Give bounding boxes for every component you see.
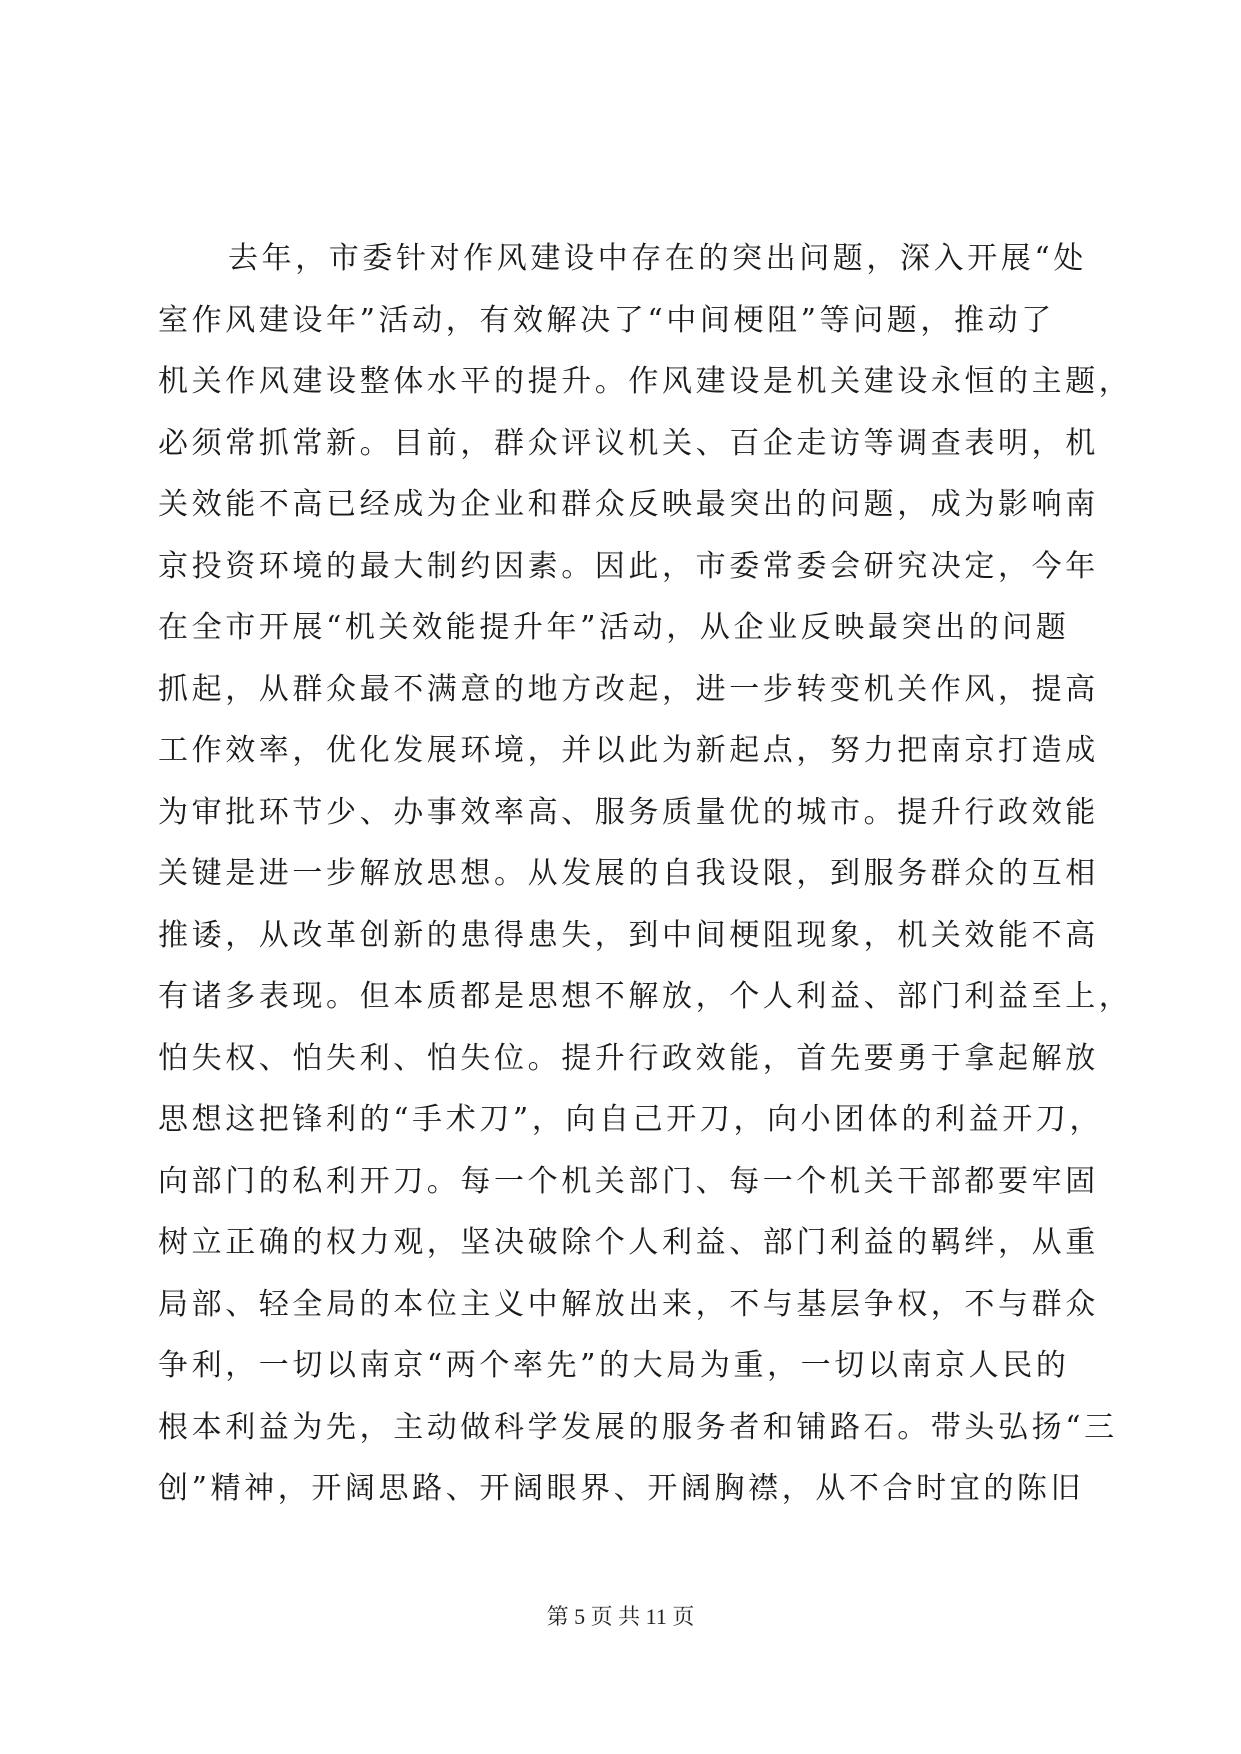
text-line: 向部门的私利开刀。每一个机关部门、每一个机关干部都要牢固: [158, 1163, 1099, 1199]
text-line: 抓起，从群众最不满意的地方改起，进一步转变机关作风，提高: [158, 671, 1099, 707]
text-line: 机关作风建设整体水平的提升。作风建设是机关建设永恒的主题，: [158, 364, 1133, 399]
text-line: 京投资环境的最大制约因素。因此，市委常委会研究决定，今年: [158, 548, 1099, 584]
text-line: 去年，市委针对作风建设中存在的突出问题，深入开展“处: [228, 241, 1087, 276]
text-line: 工作效率，优化发展环境，并以此为新起点，努力把南京打造成: [158, 733, 1099, 768]
body-paragraph: [158, 228, 1133, 1520]
text-line: 室作风建设年”活动，有效解决了“中间梗阻”等问题，推动了: [158, 302, 1055, 338]
text-line: 必须常抓常新。目前，群众评议机关、百企走访等调查表明，机: [158, 425, 1099, 461]
text-line: 思想这把锋利的“手术刀”，向自己开刀，向小团体的利益开刀，: [158, 1102, 1104, 1137]
text-line: 争利，一切以南京“两个率先”的大局为重，一切以南京人民的: [158, 1348, 1070, 1383]
text-line: 在全市开展“机关效能提升年”活动，从企业反映最突出的问题: [158, 610, 1070, 645]
text-line: 有诸多表现。但本质都是思想不解放，个人利益、部门利益至上，: [158, 979, 1133, 1014]
text-line: 树立正确的权力观，坚决破除个人利益、部门利益的羁绊，从重: [158, 1225, 1099, 1260]
text-line: 关键是进一步解放思想。从发展的自我设限，到服务群众的互相: [158, 856, 1099, 891]
text-line: 创”精神，开阔思路、开阔眼界、开阔胸襟，从不合时宜的陈旧: [158, 1471, 1085, 1506]
text-line: 根本利益为先，主动做科学发展的服务者和铺路石。带头弘扬“三: [158, 1409, 1118, 1445]
text-line: 为审批环节少、办事效率高、服务质量优的城市。提升行政效能: [158, 794, 1099, 830]
text-line: 推诿，从改革创新的患得患失，到中间梗阻现象，机关效能不高: [158, 917, 1099, 953]
text-line: 关效能不高已经成为企业和群众反映最突出的问题，成为影响南: [158, 487, 1099, 522]
text-line: 怕失权、怕失利、怕失位。提升行政效能，首先要勇于拿起解放: [158, 1040, 1099, 1076]
text-line: 局部、轻全局的本位主义中解放出来，不与基层争权，不与群众: [158, 1286, 1099, 1322]
page-number-footer: 第 5 页 共 11 页: [546, 1604, 695, 1629]
